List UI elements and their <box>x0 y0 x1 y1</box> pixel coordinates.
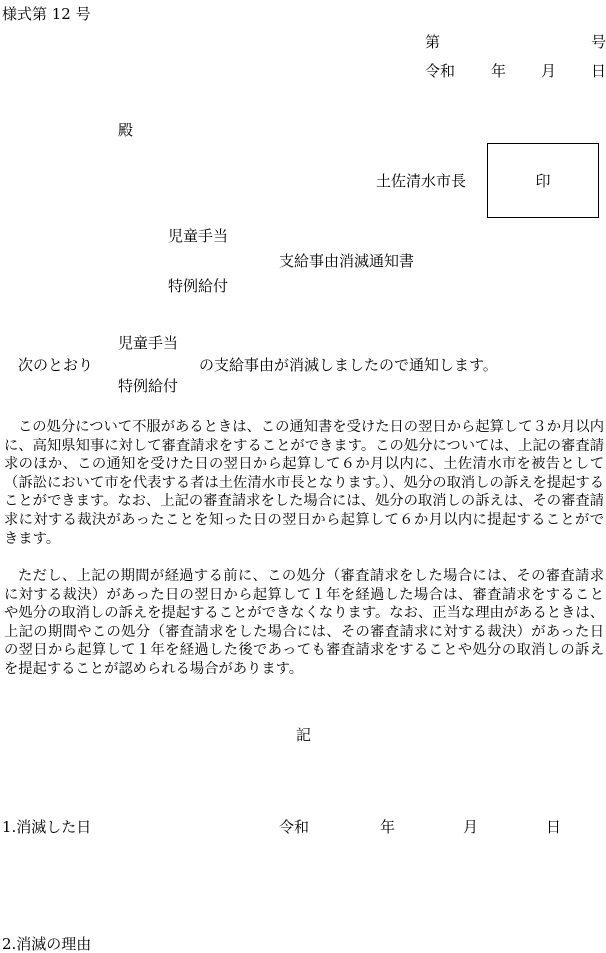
issuer-name: 土佐清水市長 <box>376 172 467 190</box>
date-month: 月 <box>541 62 557 80</box>
form-number: 様式第 12 号 <box>2 5 91 23</box>
item-1-date-year: 年 <box>380 818 396 836</box>
notice-suffix: の支給事由が消滅しましたので通知します。 <box>199 356 498 374</box>
date-era: 令和 <box>425 62 456 80</box>
item-2-label: 2.消滅の理由 <box>2 935 92 953</box>
seal-label: 印 <box>535 172 551 190</box>
appeal-paragraph-1: この処分について不服があるときは、この通知書を受けた日の翌日から起算して３か月以内に、高知県知事に対して審査請求をすることができます。この処分については、上記の審査請求のほか、この通知を受けた日の翌日から起算して６か月以内に、土佐清水市を被告として（訴訟において市を代表する者は土佐清水市長となります。）、処分の取消しの訴えを提起することができます。なお、上記の審査請求をした場合には、処分の取消しの訴えは、その審査請求に対する裁決があったことを知った日の翌日から起算して６か月以内に提起することができます。 <box>4 419 604 547</box>
appeal-paragraph-2: ただし、上記の期間が経過する前に、この処分（審査請求をした場合には、その審査請求に対する裁決）があった日の翌日から起算して１年を経過した場合は、審査請求をすることや処分の取消しの訴えを提起することができなくなります。なお、正当な理由があるときは、上記の期間やこの処分（審査請求をした場合には、その審査請求に対する裁決）があった日の翌日から起算して１年を経過した後であっても審査請求をすることや処分の取消しの訴えを提起することが認められる場合があります。 <box>4 568 604 677</box>
doc-number-prefix: 第 <box>425 33 441 51</box>
notice-prefix: 次のとおり <box>18 356 94 374</box>
item-1-label: 1.消滅した日 <box>2 818 92 836</box>
title-option-2: 特例給付 <box>168 277 229 295</box>
document-title: 支給事由消滅通知書 <box>279 252 415 270</box>
title-option-1: 児童手当 <box>168 227 229 245</box>
recipient-honorific: 殿 <box>118 121 134 139</box>
notice-option-2: 特例給付 <box>118 377 179 395</box>
item-1-date-day: 日 <box>546 818 562 836</box>
doc-number-suffix: 号 <box>591 33 606 51</box>
date-day: 日 <box>591 62 606 80</box>
date-year: 年 <box>491 62 507 80</box>
item-1-date-era: 令和 <box>279 818 310 836</box>
notice-option-1: 児童手当 <box>118 334 179 352</box>
ki-heading: 記 <box>296 726 312 744</box>
item-1-date-month: 月 <box>463 818 479 836</box>
seal-box <box>487 143 599 218</box>
